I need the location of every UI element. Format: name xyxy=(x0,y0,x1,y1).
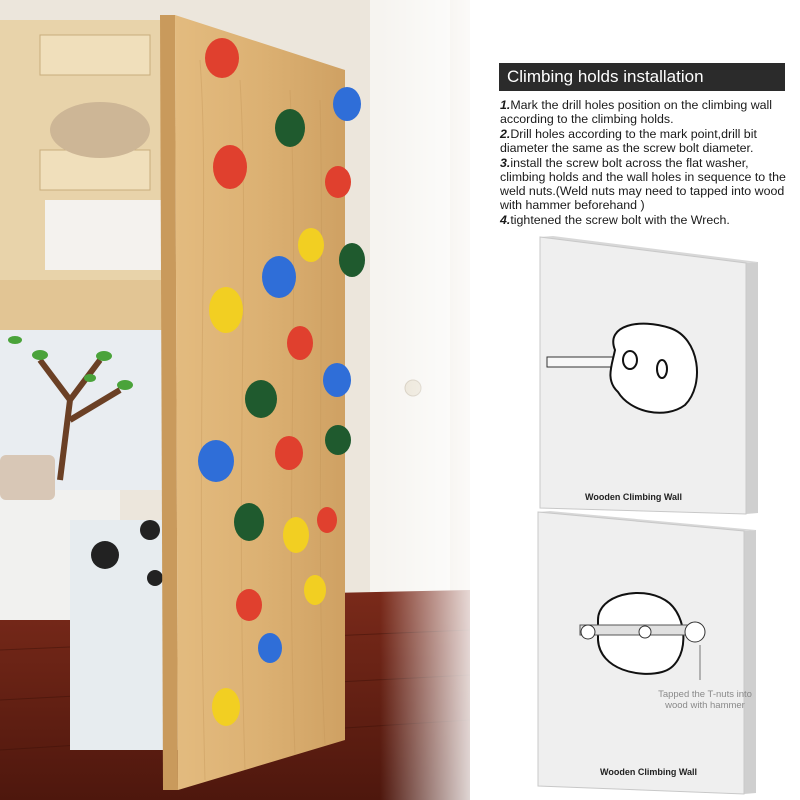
diagram-panel-bottom xyxy=(538,511,756,794)
step-4: 4.tightened the screw bolt with the Wrech. xyxy=(500,213,730,227)
diagram-top-label: Wooden Climbing Wall xyxy=(585,492,682,502)
t-nut-note: Tapped the T-nuts into wood with hammer xyxy=(658,689,752,711)
diagram-panel-top xyxy=(540,236,758,514)
step-2: 2.Drill holes according to the mark point,drill bit diameter the same as the screw bolt diameter. xyxy=(500,127,757,155)
step-3: 3.install the screw bolt across the flat washer, climbing holds and the wall holes in sequence to the weld nuts.(Weld nuts may need to tapped into wood with hammer beforehand ) xyxy=(500,156,786,212)
climbing-wall-side xyxy=(160,15,178,790)
mattress-top xyxy=(45,200,165,270)
pillow xyxy=(0,455,55,500)
teddy xyxy=(50,102,150,158)
instruction-steps xyxy=(500,98,792,228)
instructions-title: Climbing holds installation xyxy=(499,63,785,91)
step-1: 1.Mark the drill holes position on the climbing wall according to the climbing holds. xyxy=(500,98,773,126)
diagram-bottom-label: Wooden Climbing Wall xyxy=(600,767,697,777)
